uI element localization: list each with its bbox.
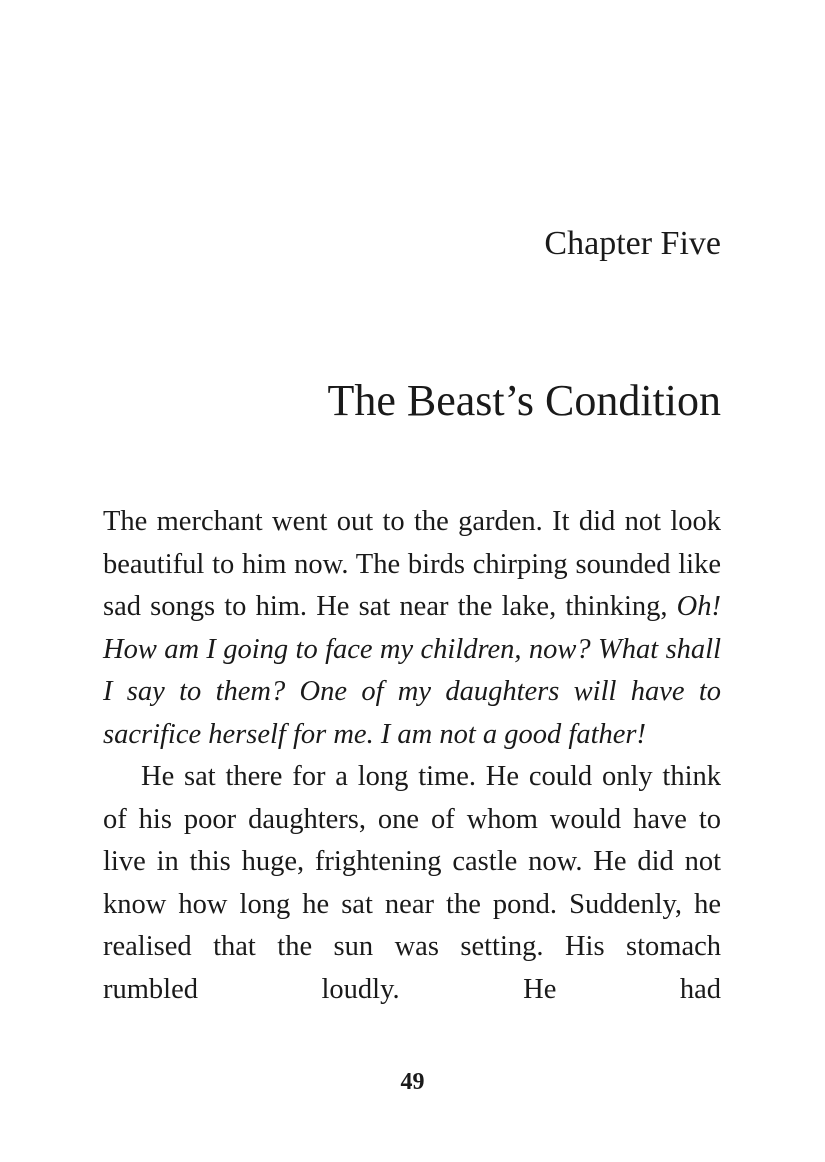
- chapter-title: The Beast’s Condition: [327, 376, 721, 425]
- paragraph-1-text: The merchant went out to the garden. It did not look beautiful to him now. The birds chirping sounded like sad songs to him. He sat near the lake, thinking,: [103, 506, 721, 622]
- page-number: 49: [400, 1069, 425, 1095]
- body-text: [103, 501, 721, 1011]
- paragraph-2-text: He sat there for a long time. He could only think of his poor daughters, one of whom would have to live in this huge, frightening castle now. He did not know how long he sat near the pond. Suddenly, he realised that the sun was setting. His stomach rumbled loudly. He had: [103, 761, 721, 1005]
- paragraph-1-italic-thought: Oh! How am I going to face my children, now? What shall I say to them? One of my daughters will have to sacrifice herself for me. I am not a good father!: [103, 591, 721, 750]
- chapter-label: Chapter Five: [544, 225, 721, 262]
- paragraph-1: [103, 501, 721, 756]
- paragraph-2: [103, 756, 721, 1011]
